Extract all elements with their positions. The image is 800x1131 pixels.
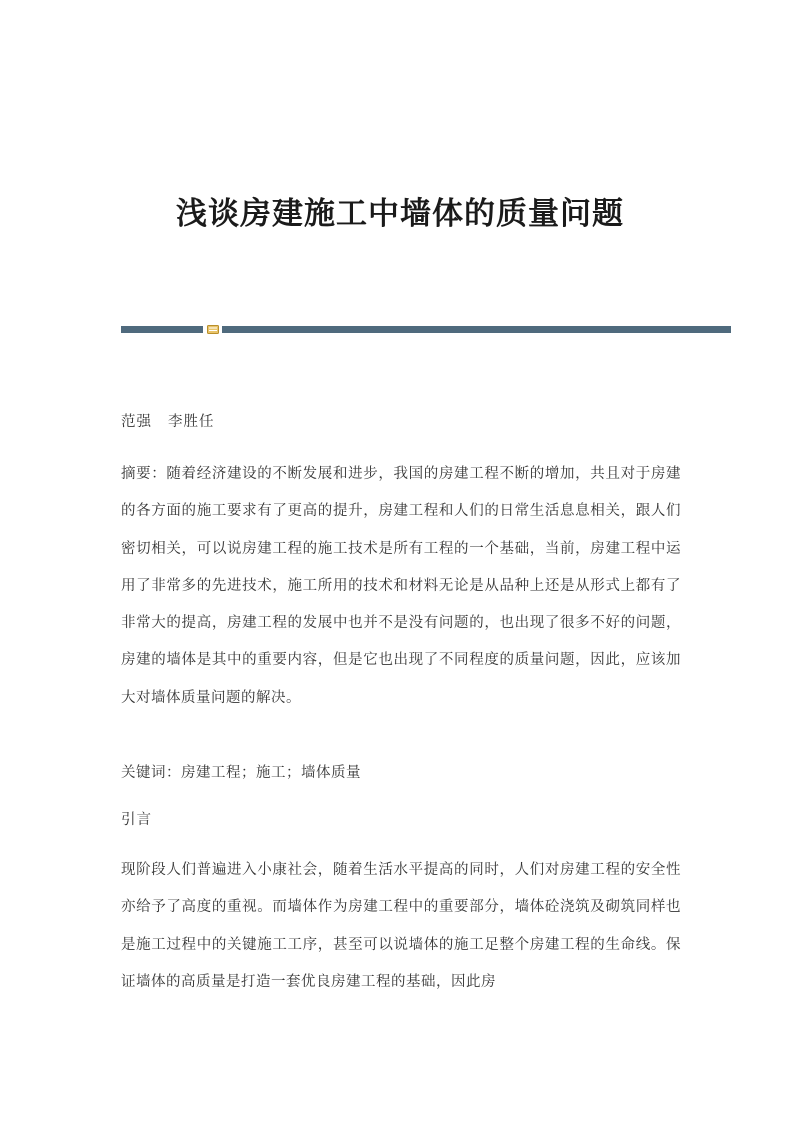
author-name: 范强 — [121, 414, 152, 430]
abstract-text: 随着经济建设的不断发展和进步，我国的房建工程不断的增加，共且对于房建的各方面的施工要求有了更高的提升，房建工程和人们的日常生活息息相关，跟人们密切相关，可以说房建工程的施工技术是所有工程的一个基础，当前，房建工程中运用了非常多的先进技术，施工所用的技术和材料无论是从品种上还是从形式上都有了非常大的提高，房建工程的发展中也并不是没有问题的，也出现了很多不好的问题，房建的墙体是其中的重要内容，但是它也出现了不同程度的质量问题，因此，应该加大对墙体质量问题的解决。 — [121, 466, 682, 706]
document-title: 浅谈房建施工中墙体的质量问题 — [176, 196, 624, 232]
divider-right-segment — [222, 326, 731, 333]
keywords-label: 关键词： — [121, 765, 181, 781]
abstract-label: 摘要： — [121, 466, 167, 482]
keywords-text: 房建工程；施工；墙体质量 — [181, 765, 361, 781]
divider-left-segment — [121, 326, 203, 333]
author-name: 李胜任 — [168, 414, 215, 430]
book-emblem-icon — [207, 325, 219, 334]
abstract-paragraph — [121, 456, 681, 717]
author-line — [121, 410, 681, 431]
title-divider — [121, 326, 731, 334]
intro-paragraph: 现阶段人们普遍进入小康社会，随着生活水平提高的同时，人们对房建工程的安全性亦给予了高度的重视。而墙体作为房建工程中的重要部分，墙体砼浇筑及砌筑同样也是施工过程中的关键施工工序，甚至可以说墙体的施工足整个房建工程的生命线。保证墙体的高质量是打造一套优良房建工程的基础，因此房 — [121, 862, 681, 990]
intro-heading: 引言 — [121, 812, 152, 828]
keywords-line — [121, 761, 681, 782]
